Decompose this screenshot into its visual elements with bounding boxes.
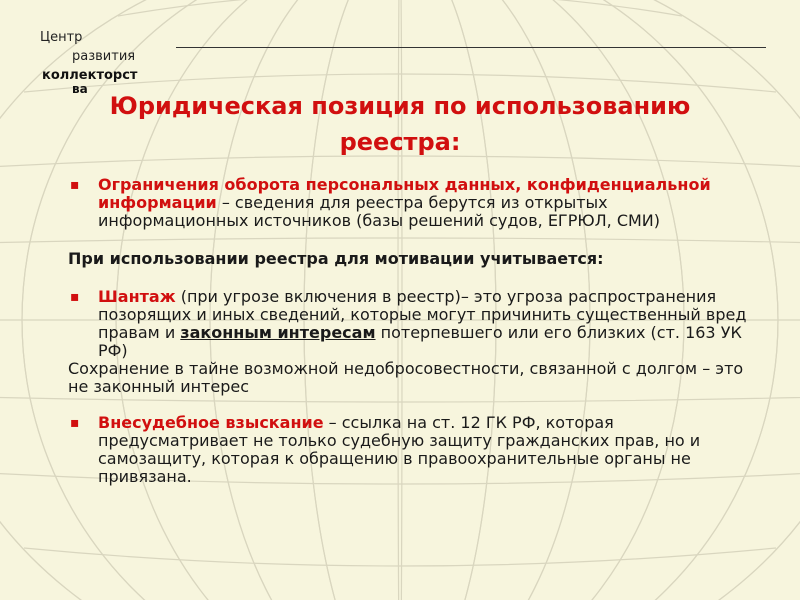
slide-content — [68, 176, 758, 486]
bullet-square-icon: ▪ — [70, 415, 80, 431]
bullet-1-text: – сведения для реестра берутся из открытых информационных источников (базы решений судов, ЕГРЮЛ, СМИ) — [98, 193, 660, 230]
bullet-1-highlight: Ограничения оборота персональных данных, конфиденциальной информации — [98, 175, 711, 212]
logo-line-2: развития — [72, 49, 136, 64]
bullet-item-3 — [68, 414, 758, 486]
bullet-3-highlight: Внесудебное взыскание — [98, 413, 324, 432]
bullet-2-highlight: Шантаж — [98, 287, 176, 306]
bullet-item-1 — [68, 176, 758, 230]
bullet-2-underlined: законным интересам — [180, 323, 376, 342]
title-line-1: Юридическая позиция по использованию — [109, 92, 691, 120]
slide-title — [60, 88, 740, 160]
logo-line-4: ва — [72, 82, 88, 96]
bullet-2-text-2: потерпевшего или его близких (ст. 163 УК РФ) — [98, 323, 742, 360]
section-heading: При использовании реестра для мотивации учитывается: — [68, 249, 604, 268]
bullet-item-2 — [68, 288, 758, 360]
title-line-2: реестра: — [339, 128, 461, 156]
globe-parallel — [24, 548, 776, 566]
header-divider — [176, 47, 766, 48]
bullet-2-text-1: (при угрозе включения в реестр)– это угроза распространения позорящих и иных сведений, которые могут причинить существенный вред правам и — [98, 287, 747, 342]
note-text: Сохранение в тайне возможной недобросовестности, связанной с долгом – это не законный интерес — [68, 359, 744, 396]
logo-line-1: Центр — [40, 30, 83, 45]
bullet-3-text: – ссылка на ст. 12 ГК РФ, которая предусматривает не только судебную защиту гражданских прав, но и самозащиту, которая к обращению в правоохранительные органы не привязана. — [98, 413, 701, 486]
bullet-square-icon: ▪ — [70, 289, 80, 305]
globe-parallel — [118, 0, 682, 16]
logo-line-3: коллекторст — [42, 68, 138, 83]
bullet-square-icon: ▪ — [70, 177, 80, 193]
